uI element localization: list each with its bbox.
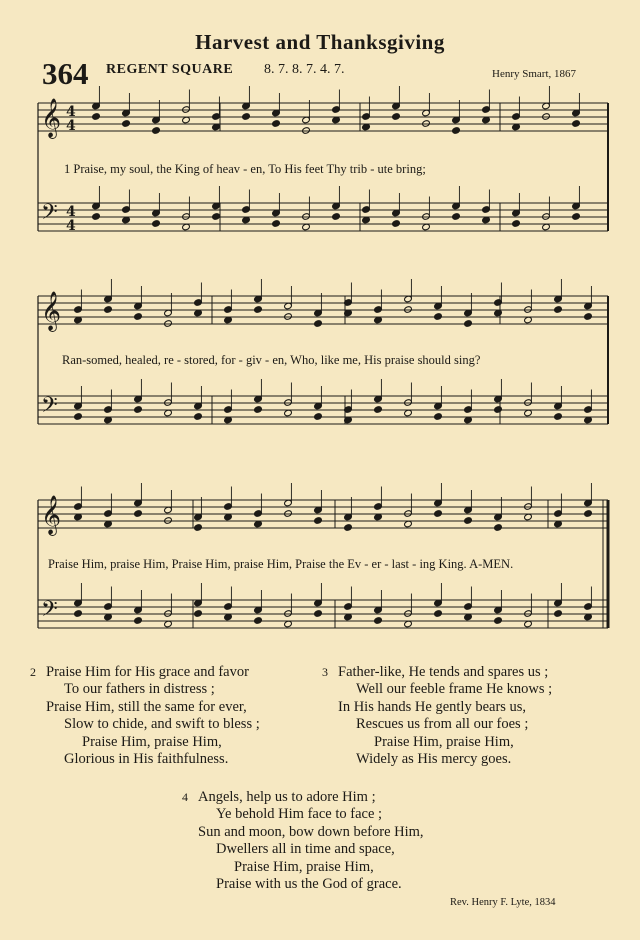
verse-line: Praise Him, praise Him, xyxy=(82,733,222,750)
note-head xyxy=(434,510,443,518)
time-signature-denominator: 4 xyxy=(66,218,76,234)
treble-clef-icon: 𝄞 xyxy=(41,98,62,138)
bass-clef-icon: 𝄢 xyxy=(41,597,58,627)
verse-line: Slow to chide, and swift to bless ; xyxy=(64,716,260,733)
note-head xyxy=(134,617,143,625)
note-head xyxy=(254,406,263,414)
time-signature-numerator: 4 xyxy=(66,204,76,220)
note-head xyxy=(404,306,413,314)
note-head xyxy=(74,610,83,618)
note-head xyxy=(554,610,563,618)
note-head xyxy=(512,220,521,228)
note-head xyxy=(494,524,503,532)
note-head xyxy=(152,127,161,135)
note-head xyxy=(374,617,383,625)
note-head xyxy=(122,120,131,128)
composer-credit: Henry Smart, 1867 xyxy=(492,68,577,80)
note-head xyxy=(134,510,143,518)
note-head xyxy=(194,413,203,421)
note-head xyxy=(452,127,461,135)
verse-line: Dwellers all in time and space, xyxy=(216,841,395,858)
verse-line: Well our feeble frame He knows ; xyxy=(356,681,553,698)
verse-line: Praise Him, praise Him, xyxy=(234,858,374,875)
note-head xyxy=(542,113,551,121)
note-head xyxy=(584,313,593,321)
lyric-line-1: 1 Praise, my soul, the King of heav - en, To His feet Thy trib - ute bring; xyxy=(64,162,426,176)
note-head xyxy=(572,120,581,128)
note-head xyxy=(92,113,101,121)
author-credit: Rev. Henry F. Lyte, 1834 xyxy=(450,897,556,908)
note-head xyxy=(452,213,461,221)
verse-line: Praise Him, praise Him, xyxy=(374,733,514,750)
verse-number: 3 xyxy=(322,665,328,679)
note-head xyxy=(152,220,161,228)
note-head xyxy=(254,617,263,625)
note-head xyxy=(464,320,473,328)
note-head xyxy=(164,517,173,525)
lyric-line-3: Praise Him, praise Him, Praise Him, praise Him, Praise the Ev - er - last - ing King. A-MEN. xyxy=(48,557,514,571)
tune-name: REGENT SQUARE xyxy=(106,62,234,77)
note-head xyxy=(494,617,503,625)
note-head xyxy=(434,610,443,618)
bass-clef-icon: 𝄢 xyxy=(41,393,58,423)
verse-line: 3 Father-like, He tends and spares us ; xyxy=(322,664,549,680)
note-head xyxy=(584,510,593,518)
verse-number: 4 xyxy=(182,790,188,804)
note-head xyxy=(464,517,473,525)
section-title: Harvest and Thanksgiving xyxy=(195,30,445,54)
verse-line: To our fathers in distress ; xyxy=(64,681,215,698)
note-head xyxy=(314,413,323,421)
note-head xyxy=(554,306,563,314)
verse-line: Glorious in His faithfulness. xyxy=(64,751,229,768)
note-head xyxy=(374,406,383,414)
verse-2 xyxy=(30,664,260,768)
note-head xyxy=(272,220,281,228)
verse-line: Rescues us from all our foes ; xyxy=(356,716,529,733)
note-head xyxy=(314,320,323,328)
verse-number: 2 xyxy=(30,665,36,679)
note-head xyxy=(392,113,401,121)
note-head xyxy=(344,524,353,532)
note-head xyxy=(164,320,173,328)
note-head xyxy=(242,113,251,121)
note-head xyxy=(284,313,293,321)
verse-line: Ye behold Him face to face ; xyxy=(216,806,383,823)
verse-line: In His hands He gently bears us, xyxy=(338,698,527,715)
note-head xyxy=(422,120,431,128)
note-head xyxy=(332,213,341,221)
note-head xyxy=(104,306,113,314)
note-head xyxy=(434,413,443,421)
verse-4 xyxy=(182,789,424,893)
note-head xyxy=(194,524,203,532)
note-head xyxy=(314,610,323,618)
note-head xyxy=(302,127,311,135)
note-head xyxy=(254,306,263,314)
note-head xyxy=(314,517,323,525)
note-head xyxy=(572,213,581,221)
note-head xyxy=(272,120,281,128)
note-head xyxy=(74,413,83,421)
note-head xyxy=(134,406,143,414)
treble-clef-icon: 𝄞 xyxy=(41,495,62,535)
meter: 8. 7. 8. 7. 4. 7. xyxy=(264,62,345,77)
note-head xyxy=(134,313,143,321)
note-head xyxy=(494,406,503,414)
bass-clef-icon: 𝄢 xyxy=(41,200,58,230)
hymn-number: 364 xyxy=(42,56,89,91)
verse-line: Praise with us the God of grace. xyxy=(216,876,402,893)
note-head xyxy=(212,213,221,221)
note-head xyxy=(194,610,203,618)
time-signature-denominator: 4 xyxy=(66,118,76,134)
verse-line: 2 Praise Him for His grace and favor xyxy=(30,664,249,680)
verse-3 xyxy=(322,664,552,768)
note-head xyxy=(554,413,563,421)
verse-line: Widely as His mercy goes. xyxy=(356,751,512,768)
note-head xyxy=(92,213,101,221)
verse-line: Sun and moon, bow down before Him, xyxy=(198,823,424,840)
note-head xyxy=(284,510,293,518)
time-signature-numerator: 4 xyxy=(66,104,76,120)
note-head xyxy=(392,220,401,228)
treble-clef-icon: 𝄞 xyxy=(41,291,62,331)
lyric-line-2: Ran-somed, healed, re - stored, for - giv - en, Who, like me, His praise should sing? xyxy=(62,353,481,367)
note-head xyxy=(434,313,443,321)
verse-line: 4 Angels, help us to adore Him ; xyxy=(182,789,376,805)
verse-line: Praise Him, still the same for ever, xyxy=(46,698,247,715)
